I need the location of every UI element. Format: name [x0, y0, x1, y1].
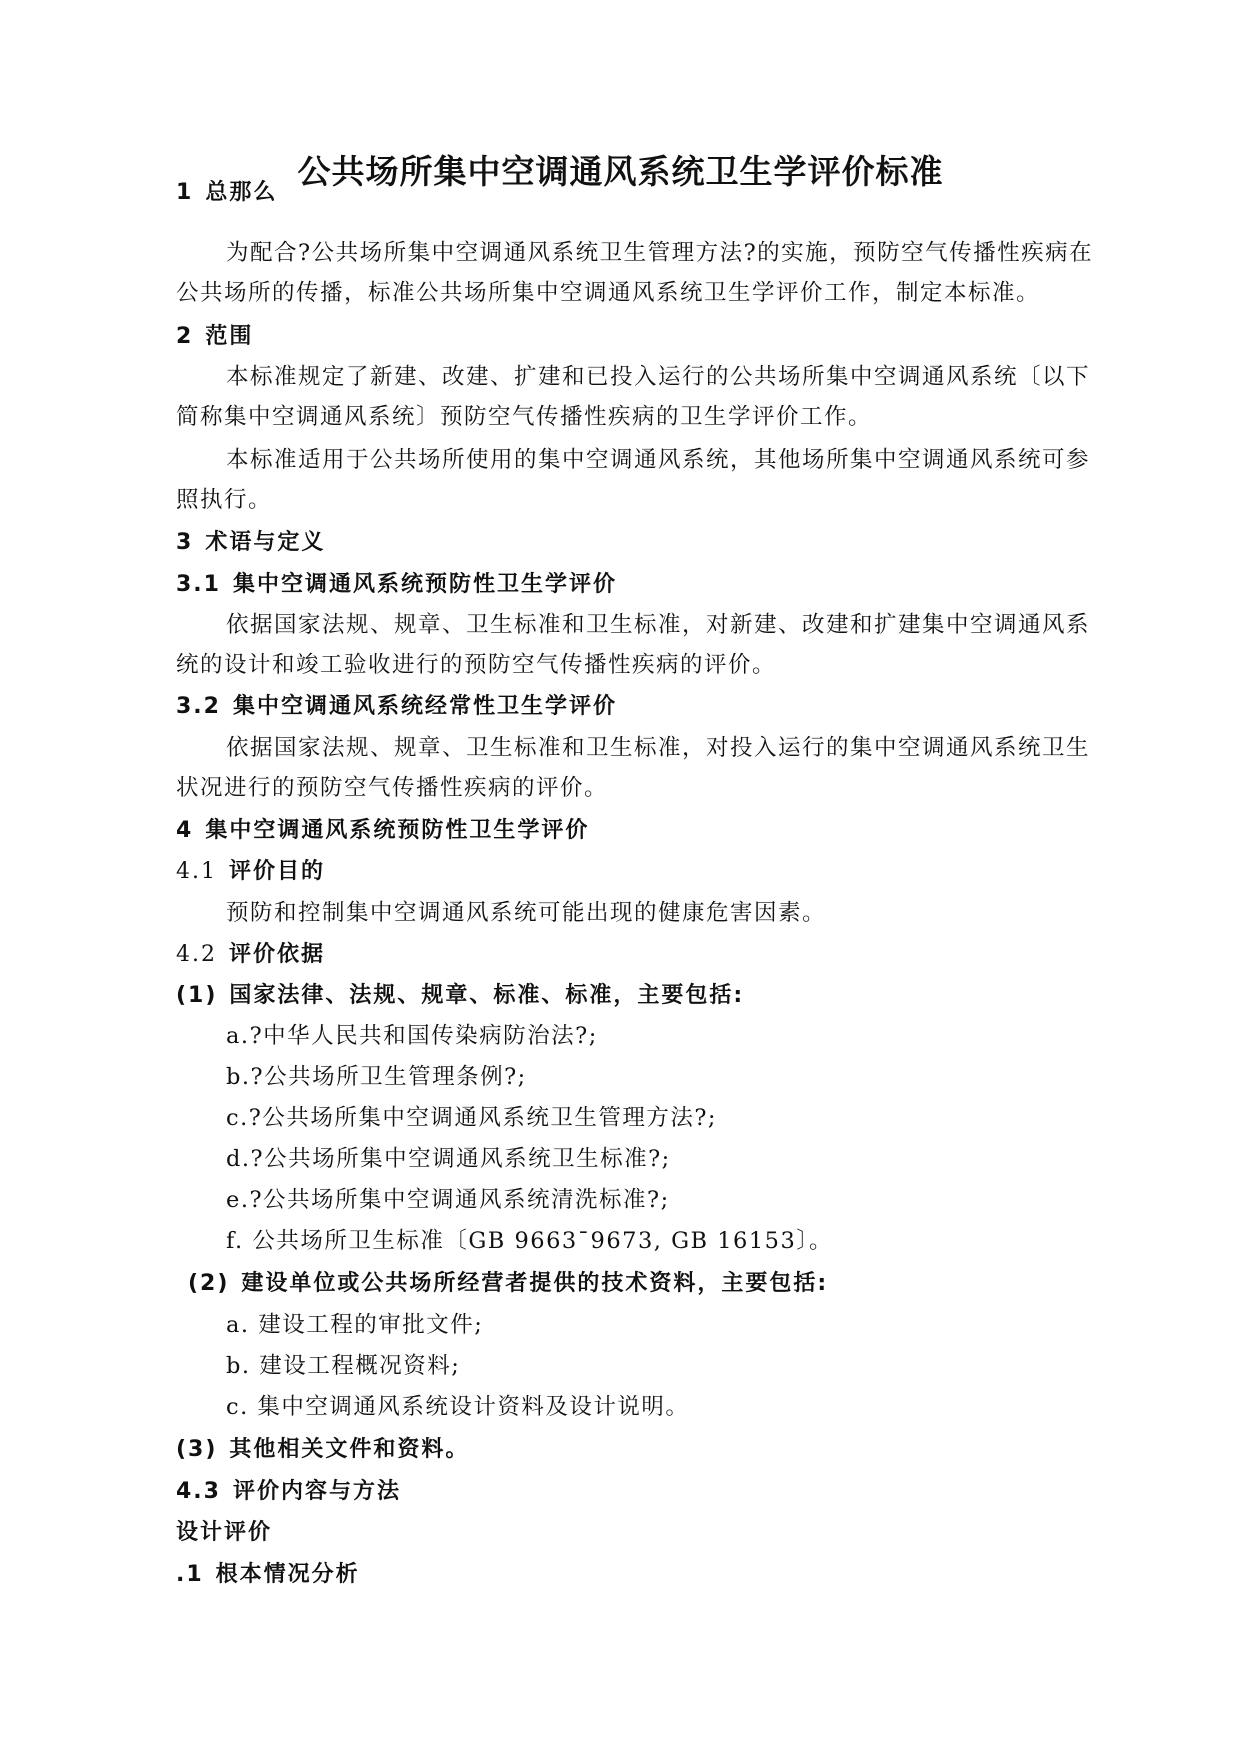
paragraph-line: 依据国家法规、规章、卫生标准和卫生标准，对投入运行的集中空调通风系统卫生 [226, 735, 1091, 761]
group-title: 建设单位或公共场所经营者提供的技术资料，主要包括: [241, 1271, 829, 1296]
group-number: (2) [188, 1271, 230, 1296]
list-item: a. 建设工程的审批文件; [226, 1312, 484, 1338]
group-number: (3) [176, 1437, 218, 1462]
paragraph-line: 依据国家法规、规章、卫生标准和卫生标准，对新建、改建和扩建集中空调通风系 [226, 612, 1091, 638]
list-item: f. 公共场所卫生标准〔GB 9663¯9673, GB 16153〕。 [226, 1228, 834, 1254]
subsection-3-1-heading [176, 570, 617, 600]
section-title: 评价目的 [229, 859, 326, 884]
section-title: 总那么 [205, 180, 278, 205]
paragraph-line: 公共场所的传播，标准公共场所集中空调通风系统卫生学评价工作，制定本标准。 [176, 280, 1041, 306]
basis-group-2-heading [188, 1269, 828, 1299]
section-title: 集中空调通风系统预防性卫生学评价 [205, 818, 590, 843]
list-item: e.?公共场所集中空调通风系统清洗标准?; [226, 1187, 670, 1213]
section-number: 2 [176, 324, 194, 349]
section-number: 3 [176, 530, 194, 555]
section-title: 术语与定义 [205, 530, 326, 555]
paragraph-line: 简称集中空调通风系统〕预防空气传播性疾病的卫生学评价工作。 [176, 404, 873, 430]
list-item: c.?公共场所集中空调通风系统卫生管理方法?; [226, 1105, 717, 1131]
section-2-heading [176, 322, 253, 352]
list-item: a.?中华人民共和国传染病防治法?; [226, 1023, 598, 1049]
paragraph-line: 本标准规定了新建、改建、扩建和已投入运行的公共场所集中空调通风系统〔以下 [226, 364, 1091, 390]
subsection-3-2-heading [176, 692, 617, 722]
section-4-heading [176, 816, 589, 846]
group-number: (1) [176, 983, 218, 1008]
group-title: 国家法律、法规、规章、标准、标准，主要包括: [229, 983, 745, 1008]
design-evaluation-heading: 设计评价 [176, 1520, 273, 1545]
section-number: 4 [176, 818, 194, 843]
section-number: 1 [176, 180, 194, 205]
list-item: b. 建设工程概况资料; [226, 1353, 461, 1379]
document-title: 公共场所集中空调通风系统卫生学评价标准 [297, 152, 944, 191]
section-title: 评价依据 [229, 942, 326, 967]
paragraph-line: 照执行。 [176, 487, 273, 513]
section-title: 根本情况分析 [215, 1562, 360, 1587]
section-number: 3.1 [176, 572, 221, 597]
section-title: 集中空调通风系统预防性卫生学评价 [232, 572, 617, 597]
paragraph-line: 本标准适用于公共场所使用的集中空调通风系统，其他场所集中空调通风系统可参 [226, 447, 1091, 473]
section-number: 3.2 [176, 694, 221, 719]
basis-group-1-heading [176, 981, 744, 1011]
section-title: 评价内容与方法 [232, 1479, 401, 1504]
list-item: b.?公共场所卫生管理条例?; [226, 1064, 527, 1090]
paragraph-line: 状况进行的预防空气传播性疾病的评价。 [176, 775, 609, 801]
list-item: d.?公共场所集中空调通风系统卫生标准?; [226, 1146, 671, 1172]
section-number: .1 [176, 1562, 204, 1587]
section-title: 范围 [205, 324, 254, 349]
section-number: 4.2 [176, 942, 217, 967]
subsection-4-1-heading [176, 857, 325, 887]
section-1-heading [176, 178, 277, 208]
list-item: c. 集中空调通风系统设计资料及设计说明。 [226, 1394, 690, 1420]
paragraph-line: 统的设计和竣工验收进行的预防空气传播性疾病的评价。 [176, 652, 777, 678]
group-title: 其他相关文件和资料。 [229, 1437, 470, 1462]
paragraph-line: 为配合?公共场所集中空调通风系统卫生管理方法?的实施，预防空气传播性疾病在 [226, 240, 1094, 266]
section-number: 4.1 [176, 859, 217, 884]
section-number: 4.3 [176, 1479, 221, 1504]
subsection-4-2-heading [176, 940, 325, 970]
section-title: 集中空调通风系统经常性卫生学评价 [232, 694, 617, 719]
subsection-basic-analysis-heading [176, 1560, 360, 1590]
section-3-heading [176, 528, 325, 558]
basis-group-3-heading [176, 1435, 469, 1465]
paragraph-line: 预防和控制集中空调通风系统可能出现的健康危害因素。 [226, 900, 827, 926]
subsection-4-3-heading [176, 1477, 401, 1507]
